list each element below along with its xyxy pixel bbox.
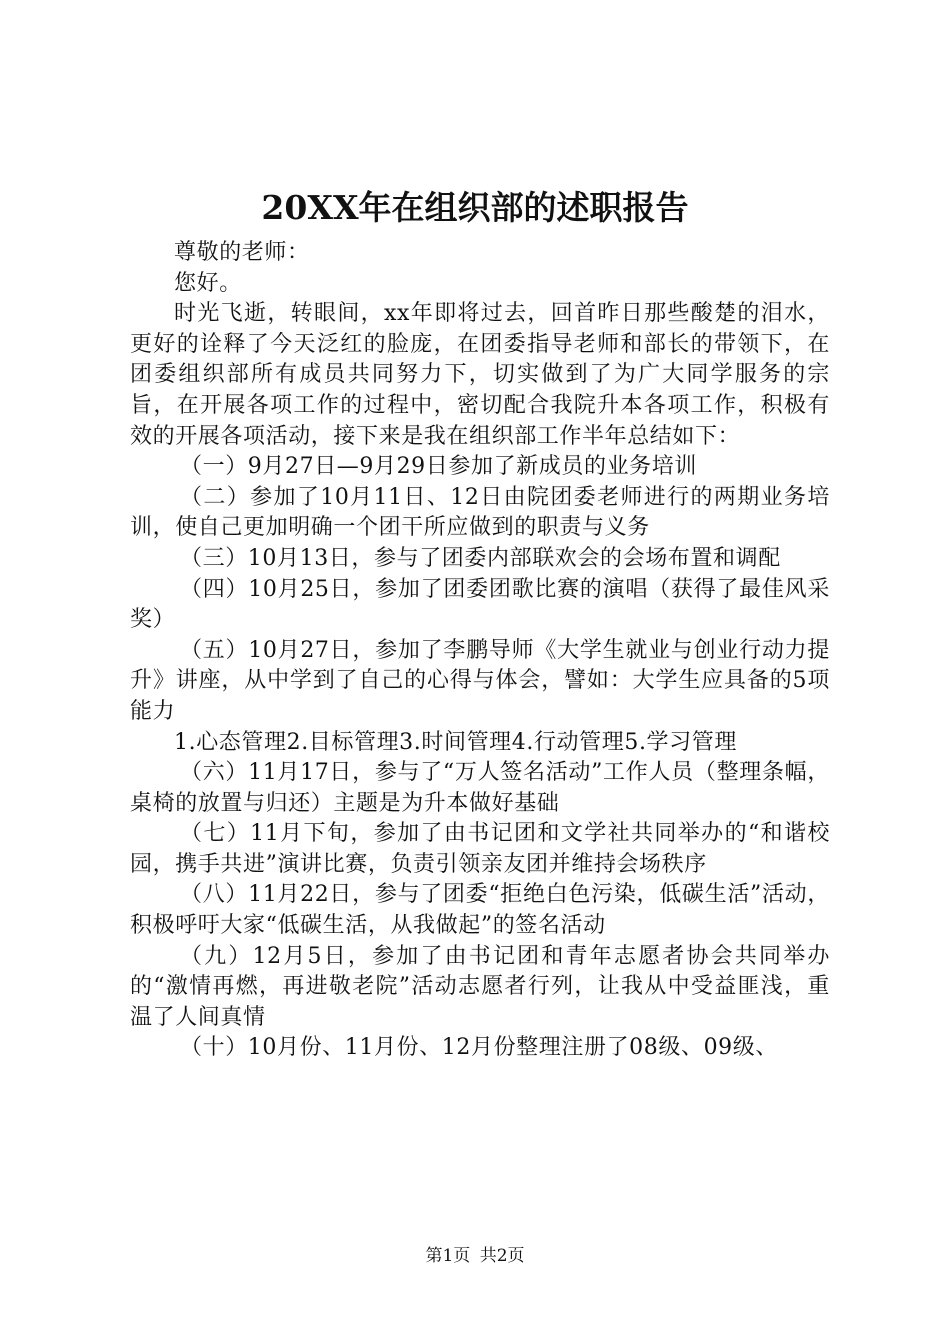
intro-paragraph: 时光飞逝，转眼间，xx年即将过去，回首昨日那些酸楚的泪水，更好的诠释了今天泛红的脸庞，在团委指导老师和部长的带领下，在团委组织部所有成员共同努力下，切实做到了为广大同学服务的宗旨，在开展各项工作的过程中，密切配合我院升本各项工作，积极有效的开展各项活动，接下来是我在组织部工作半年总结如下： (130, 301, 830, 449)
greeting: 您好。 (174, 270, 242, 296)
list-item-8: （八）11月22日，参与了团委“拒绝白色污染，低碳生活”活动，积极呼吁大家“低碳生活，从我做起”的签名活动 (130, 882, 830, 939)
document-title: 20XX年在组织部的述职报告 (261, 188, 689, 227)
list-item-10: （十）10月份、11月份、12月份整理注册了08级、09级、 (180, 1035, 778, 1061)
list-item-7: （七）11月下旬，参加了由书记团和文学社共同举办的“和谐校园，携手共进”演讲比赛，负责引领亲友团并维持会场秩序 (130, 821, 830, 877)
page-total: 共2页 (479, 1246, 525, 1266)
list-item-1: （一）9月27日—9月29日参加了新成员的业务培训 (180, 454, 697, 480)
document-body (130, 238, 830, 1064)
list-item-2: （二）参加了10月11日、12日由院团委老师进行的两期业务培训，使自己更加明确一个团干所应做到的职责与义务 (130, 484, 830, 541)
list-item-6: （六）11月17日，参与了“万人签名活动”工作人员（整理条幅，桌椅的放置与归还）主题是为升本做好基础 (130, 760, 830, 816)
abilities-list: 1.心态管理2.目标管理3.时间管理4.行动管理5.学习管理 (174, 729, 737, 755)
list-item-4: （四）10月25日，参加了团委团歌比赛的演唱（获得了最佳风采奖） (130, 576, 830, 633)
list-item-9: （九）12月5日，参加了由书记团和青年志愿者协会共同举办的“激情再燃，再进敬老院”活动志愿者行列，让我从中受益匪浅，重温了人间真情 (130, 943, 830, 1030)
list-item-3: （三）10月13日，参与了团委内部联欢会的会场布置和调配 (180, 545, 781, 571)
list-item-5: （五）10月27日，参加了李鹏导师《大学生就业与创业行动力提升》讲座，从中学到了自己的心得与体会，譬如：大学生应具备的5项能力 (130, 637, 830, 724)
salutation: 尊敬的老师： (174, 240, 310, 265)
page-footer (0, 1246, 950, 1266)
page-number: 第1页 (425, 1246, 471, 1266)
